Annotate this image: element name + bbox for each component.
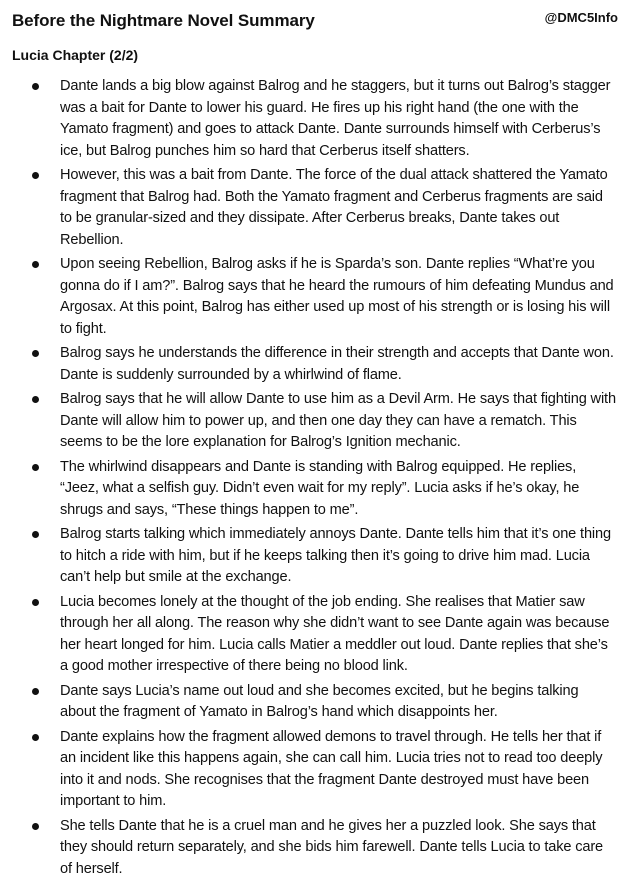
- source-handle: @DMC5Info: [544, 10, 618, 25]
- bullet-text: The whirlwind disappears and Dante is standing with Balrog equipped. He replies, “Jeez, what a selfish guy. Didn’t even wait for my reply”. Lucia asks if he’s okay, he shrugs and says, “These things happen to me”.: [60, 458, 580, 518]
- bullet-item: [24, 457, 616, 522]
- bullet-dot-icon: [32, 599, 39, 606]
- bullet-dot-icon: [32, 83, 39, 90]
- bullet-dot-icon: [32, 823, 39, 830]
- bullet-text: Dante explains how the fragment allowed demons to travel through. He tells her that if an incident like this happens again, she can call him. Lucia tries not to read too deeply into it and nods. She recognises that the fragment Dante destroyed must have been important to him.: [60, 728, 603, 809]
- bullet-text: However, this was a bait from Dante. The force of the dual attack shattered the Yamato fragment that Balrog had. Both the Yamato fragment and Cerberus fragments are said to be granular-sized and they dissipate. After Cerberus breaks, Dante takes out Rebellion.: [60, 167, 608, 248]
- bullet-text: Dante says Lucia’s name out loud and she becomes excited, but he begins talking about the fragment of Yamato in Balrog’s hand which disappoints her.: [60, 682, 579, 720]
- bullet-item: [24, 592, 616, 678]
- bullet-dot-icon: [32, 172, 39, 179]
- bullet-text: She tells Dante that he is a cruel man and he gives her a puzzled look. She says that they should return separately, and she bids him farewell. Dante tells Lucia to take care of herself.: [60, 817, 604, 877]
- bullet-text: Balrog says he understands the difference in their strength and accepts that Dante won. Dante is suddenly surrounded by a whirlwind of flame.: [60, 345, 614, 383]
- bullet-dot-icon: [32, 350, 39, 357]
- bullet-text: Balrog starts talking which immediately annoys Dante. Dante tells him that it’s one thing to hitch a ride with him, but if he keeps talking then it’s going to drive him mad. Lucia can’t help but smile at the exchange.: [60, 526, 611, 585]
- bullet-dot-icon: [32, 464, 39, 471]
- summary-bullet-list: [24, 76, 616, 883]
- bullet-text: Lucia becomes lonely at the thought of the job ending. She realises that Matier saw through her all along. The reason why she didn’t want to see Dante again was because her heart longed for him. Lucia calls Matier a meddler out loud. Dante replies that she’s a good mother irrespective of there being no blood link.: [60, 593, 610, 674]
- bullet-item: [24, 76, 616, 162]
- bullet-item: [24, 524, 616, 589]
- bullet-dot-icon: [32, 396, 39, 403]
- bullet-text: Dante lands a big blow against Balrog and he staggers, but it turns out Balrog’s stagger was a bait for Dante to lower his guard. He fires up his right hand (the one with the Yamato fragment) and goes to attack Dante. Dante surrounds himself with Cerberus’s ice, but Balrog punches him so hard that Cerberus itself shatters.: [60, 78, 611, 159]
- bullet-item: [24, 727, 616, 813]
- bullet-text: Upon seeing Rebellion, Balrog asks if he is Sparda’s son. Dante replies “What’re you gonna do if I am?”. Balrog says that he heard the rumours of him defeating Mundus and Argosax. At this point, Balrog has either used up most of his strength or is losing his will to fight.: [60, 256, 614, 337]
- bullet-item: [24, 681, 616, 724]
- bullet-item: [24, 816, 616, 881]
- bullet-item: [24, 343, 616, 386]
- bullet-dot-icon: [32, 261, 39, 268]
- bullet-dot-icon: [32, 734, 39, 741]
- page-title: Before the Nightmare Novel Summary: [12, 11, 315, 30]
- bullet-item: [24, 165, 616, 251]
- chapter-heading: Lucia Chapter (2/2): [12, 47, 139, 63]
- bullet-item: [24, 389, 616, 454]
- bullet-item: [24, 254, 616, 340]
- bullet-dot-icon: [32, 531, 39, 538]
- bullet-text: Balrog says that he will allow Dante to use him as a Devil Arm. He says that fighting with Dante will allow him to power up, and then one day they can have a rematch. This seems to be the lore explanation for Balrog’s Ignition mechanic.: [60, 391, 616, 450]
- bullet-dot-icon: [32, 688, 39, 695]
